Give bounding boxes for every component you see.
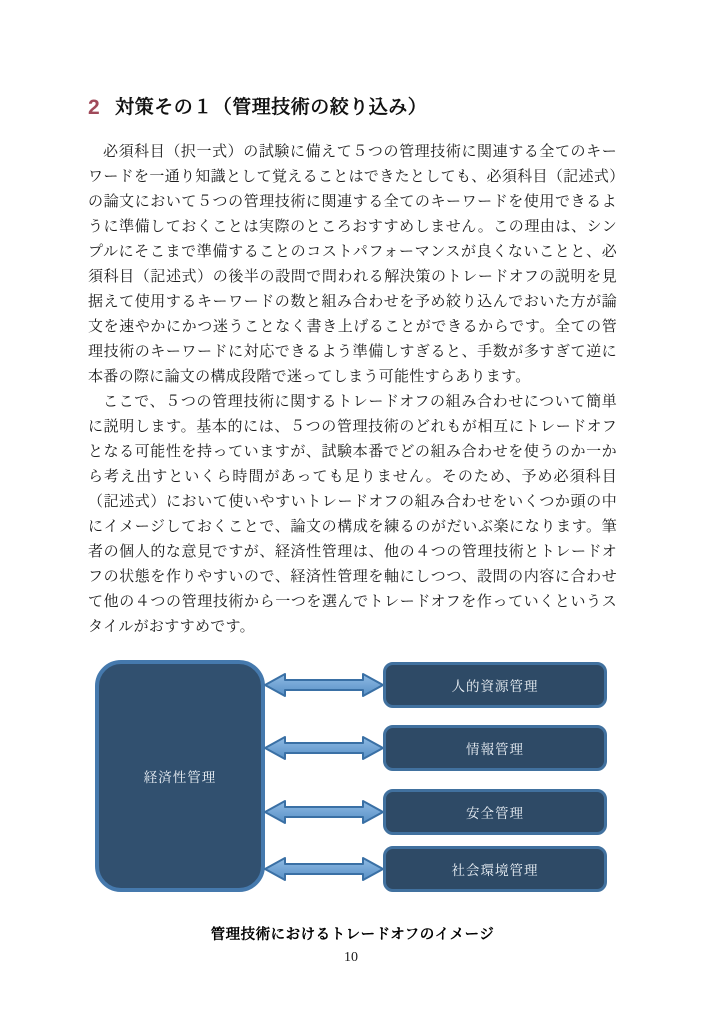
page-number: 10 [344,950,358,965]
paragraph-2: ここで、５つの管理技術に関するトレードオフの組み合わせについて簡単に説明します。基本的には、５つの管理技術のどれもが相互にトレードオフとなる可能性を持っていますが、試験本番でどの組み合わせを使うのか一から考え出すといくら時間があっても足りません。そのため、予め必須科目（記述式）において使いやすいトレードオフの組み合わせをいくつか頭の中にイメージしておくことで、論文の構成を練るのがだいぶ楽になります。筆者の個人的な意見ですが、経済性管理は、他の４つの管理技術とトレードオフの状態を作りやすいので、経済性管理を軸にしつつ、設問の内容に合わせて他の４つの管理技術から一つを選んでトレードオフを作っていくというスタイルがおすすめです。 [88,394,617,635]
double-arrow-icon [265,801,383,823]
hub-box-label: 経済性管理 [143,770,217,785]
node-box-joho [383,725,607,771]
double-arrow-icon [265,737,383,759]
node-box-jinteki-shigen [383,662,607,708]
paragraph-1: 必須科目（択一式）の試験に備えて５つの管理技術に関連する全てのキーワードを一通り知識として覚えることはできたとしても、必須科目（記述式）の論文において５つの管理技術に関連する全てのキーワードを使用できるように準備しておくことは実際のところおすすめしません。この理由は、シンプルにそこまで準備することのコストパフォーマンスが良くないことと、必須科目（記述式）の後半の設問で問われる解決策のトレードオフの説明を見据えて使用するキーワードの数と組み合わせを予め絞り込んでおいた方が論文を速やかにかつ迷うことなく書き上げることができるからです。全ての管理技術のキーワードに対応できるよう準備しすぎると、手数が多すぎて逆に本番の際に論文の構成段階で迷ってしまう可能性すらあります。 [88,144,617,385]
double-arrow-icon [265,674,383,696]
body-text [88,140,617,640]
section-number: 2 [88,96,101,119]
node-box-anzen [383,789,607,835]
tradeoff-diagram [88,658,617,898]
node-box-label: 人的資源管理 [451,679,539,694]
figure-caption: 管理技術におけるトレードオフのイメージ [210,927,495,943]
double-arrow-icon [265,858,383,880]
node-box-label: 社会環境管理 [451,863,539,878]
double-arrow-icons [262,658,386,898]
page-content [88,92,617,944]
hub-box-keizaisei [95,660,265,892]
node-box-label: 安全管理 [466,806,524,821]
section-title: 対策その１（管理技術の絞り込み） [115,97,428,118]
node-box-shakai-kankyo [383,846,607,892]
section-heading [88,92,617,119]
node-box-label: 情報管理 [466,742,524,757]
